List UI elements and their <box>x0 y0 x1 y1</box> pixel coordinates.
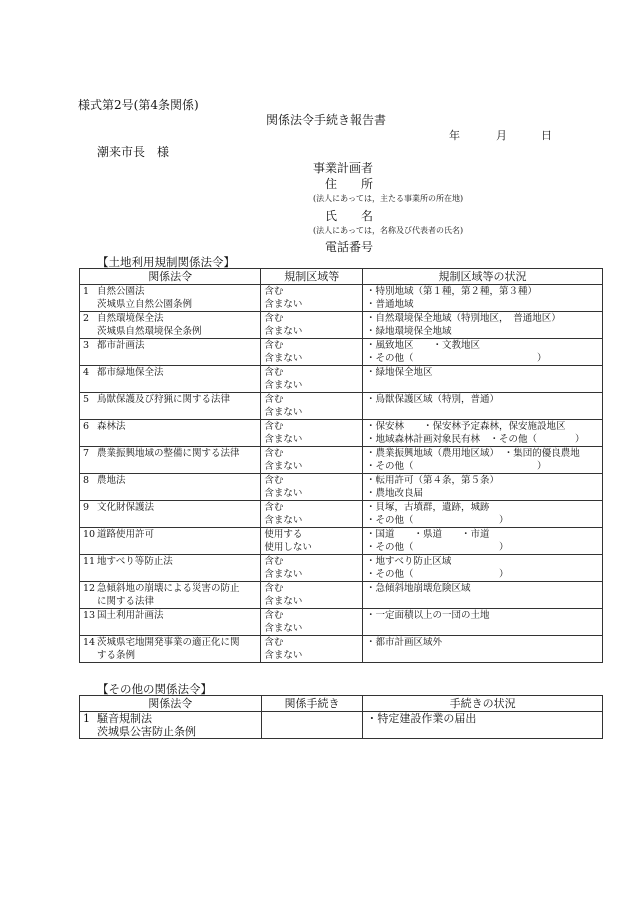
land-use-row <box>80 609 603 636</box>
area-cell <box>261 366 363 393</box>
area-option: 含む <box>264 394 284 405</box>
status-line <box>366 622 599 635</box>
row-number: 6 <box>83 421 90 432</box>
law-cell <box>80 312 261 339</box>
land-use-row <box>80 339 603 366</box>
status-line: ・貝塚，古墳群，遺跡，城跡 <box>366 502 490 513</box>
status-line: ・農業振興地域（農用地区域） ・集団的優良農地 <box>366 448 580 459</box>
land-use-row <box>80 528 603 555</box>
law-name: 道路使用許可 <box>97 529 155 540</box>
land-use-row <box>80 285 603 312</box>
status-line: ・一定面積以上の一団の土地 <box>366 610 490 621</box>
status-cell <box>363 501 603 528</box>
date-month: 月 <box>496 129 507 142</box>
status-cell <box>363 636 603 663</box>
status-cell <box>363 339 603 366</box>
area-option: 含む <box>264 286 284 297</box>
law-name: 騒音規制法 <box>97 712 152 725</box>
law-name: 茨城県宅地開発事業の適正化に関 <box>97 637 240 648</box>
area-cell <box>261 285 363 312</box>
area-option: 含む <box>264 313 284 324</box>
status-cell <box>363 312 603 339</box>
law-name: 森林法 <box>97 421 126 432</box>
area-option: 含む <box>264 340 284 351</box>
law-name-line2 <box>83 433 257 446</box>
law-cell <box>80 474 261 501</box>
law-name-line2: 茨城県立自然公園条例 <box>97 299 193 310</box>
land-use-row <box>80 582 603 609</box>
law-name-line2 <box>83 379 257 392</box>
area-option: 含まない <box>264 650 303 661</box>
status-cell <box>363 712 603 739</box>
area-option: 含む <box>264 367 284 378</box>
law-name: 国土利用計画法 <box>97 610 164 621</box>
area-option: 含まない <box>264 434 303 445</box>
law-name: 鳥獣保護及び狩猟に関する法律 <box>97 394 231 405</box>
area-option: 含まない <box>264 515 303 526</box>
col-status: 規制区域等の状況 <box>363 269 603 285</box>
law-name-line2: する条例 <box>97 650 136 661</box>
land-use-row <box>80 501 603 528</box>
land-use-row <box>80 366 603 393</box>
other-row <box>80 712 603 739</box>
area-option: 含む <box>264 583 284 594</box>
col-area: 規制区域等 <box>261 269 363 285</box>
row-number: 8 <box>83 475 90 486</box>
status-line <box>366 725 599 738</box>
law-cell <box>80 420 261 447</box>
law-name-line2 <box>83 460 257 473</box>
status-cell <box>363 447 603 474</box>
law-name-line2 <box>83 622 257 635</box>
row-number: 1 <box>83 286 90 297</box>
procedure-option <box>265 712 360 725</box>
date-day: 日 <box>541 129 552 142</box>
law-name: 急傾斜地の崩壊による災害の防止 <box>97 583 240 594</box>
row-number: 4 <box>83 367 90 378</box>
law-name-line2 <box>83 487 257 500</box>
row-number: 2 <box>83 313 90 324</box>
phone-label: 電話番号 <box>325 240 374 254</box>
row-number: 3 <box>83 340 90 351</box>
law-cell <box>80 366 261 393</box>
law-name-line2 <box>83 406 257 419</box>
procedure-option <box>265 725 360 738</box>
law-name: 農業振興地域の整備に関する法律 <box>97 448 240 459</box>
land-use-header-row <box>80 269 603 285</box>
status-cell <box>363 582 603 609</box>
status-line <box>366 649 599 662</box>
land-use-table <box>79 268 603 663</box>
law-cell <box>80 712 262 739</box>
area-option: 含まない <box>264 461 303 472</box>
law-name: 都市緑地保全法 <box>97 367 164 378</box>
row-number: 7 <box>83 448 90 459</box>
land-use-row <box>80 474 603 501</box>
law-name: 都市計画法 <box>97 340 145 351</box>
other-table <box>79 695 603 739</box>
status-line: ・自然環境保全地域（特別地区， 普通地区） <box>366 313 561 324</box>
row-number: 1 <box>83 712 90 725</box>
status-line: ・急傾斜地崩壊危険区域 <box>366 583 471 594</box>
law-cell <box>80 285 261 312</box>
area-option: 含まない <box>264 623 303 634</box>
area-cell <box>261 312 363 339</box>
area-cell <box>261 501 363 528</box>
law-cell <box>80 636 261 663</box>
row-number: 5 <box>83 394 90 405</box>
row-number: 10 <box>83 529 96 540</box>
status-cell <box>363 555 603 582</box>
status-line <box>366 379 599 392</box>
address-note: (法人にあっては，主たる事業所の所在地) <box>313 194 464 203</box>
area-option: 使用しない <box>264 542 312 553</box>
law-name-line2 <box>83 541 257 554</box>
law-name: 自然環境保全法 <box>97 313 164 324</box>
law-cell <box>80 447 261 474</box>
status-cell <box>363 393 603 420</box>
area-cell <box>261 339 363 366</box>
area-option: 含まない <box>264 326 303 337</box>
area-cell <box>261 555 363 582</box>
row-number: 12 <box>83 583 96 594</box>
law-name-line2 <box>83 514 257 527</box>
status-line: ・鳥獣保護区域（特別，普通） <box>366 394 500 405</box>
status-line: ・風致地区 ・文教地区 <box>366 340 481 351</box>
area-option: 含まない <box>264 380 303 391</box>
status-cell <box>363 420 603 447</box>
area-cell <box>261 393 363 420</box>
law-name-line2: に関する法律 <box>97 596 155 607</box>
area-option: 含む <box>264 610 284 621</box>
area-option: 含まない <box>264 569 303 580</box>
status-line: ・転用許可（第４条，第５条） <box>366 475 500 486</box>
status-line: ・緑地環境保全地域 <box>366 326 452 337</box>
area-option: 使用する <box>264 529 303 540</box>
law-name-line2: 茨城県公害防止条例 <box>97 725 196 738</box>
area-cell <box>261 447 363 474</box>
other-heading: 【その他の関係法令】 <box>97 682 212 696</box>
law-name: 農地法 <box>97 475 126 486</box>
document-title: 関係法令手続き報告書 <box>266 113 387 127</box>
area-option: 含まない <box>264 299 303 310</box>
planner-label: 事業計画者 <box>313 161 374 175</box>
status-line: ・その他（ ） <box>366 461 547 472</box>
area-cell <box>261 420 363 447</box>
other-header-row <box>80 696 603 712</box>
name-label: 氏 名 <box>325 209 374 223</box>
col-procedure: 関係手続き <box>261 696 363 712</box>
land-use-row <box>80 393 603 420</box>
area-option: 含まない <box>264 407 303 418</box>
area-cell <box>261 636 363 663</box>
land-use-row <box>80 555 603 582</box>
area-option: 含む <box>264 637 284 648</box>
status-cell <box>363 609 603 636</box>
land-use-row <box>80 312 603 339</box>
row-number: 13 <box>83 610 96 621</box>
status-cell <box>363 366 603 393</box>
status-line: ・保安林 ・保安林予定森林，保安施設地区 <box>366 421 566 432</box>
area-cell <box>261 528 363 555</box>
status-line: ・緑地保全地区 <box>366 367 433 378</box>
status-cell <box>363 285 603 312</box>
row-number: 9 <box>83 502 90 513</box>
law-cell <box>80 393 261 420</box>
procedure-cell <box>261 712 363 739</box>
area-option: 含まない <box>264 596 303 607</box>
form-number: 様式第2号(第4条関係) <box>78 98 199 112</box>
area-option: 含む <box>264 475 284 486</box>
status-line: ・その他（ ） <box>366 542 509 553</box>
status-line: ・その他（ ） <box>366 515 509 526</box>
col-law: 関係法令 <box>80 696 262 712</box>
addressee: 潮来市長 様 <box>97 145 170 159</box>
law-cell <box>80 528 261 555</box>
law-name: 地すべり等防止法 <box>97 556 173 567</box>
status-line <box>366 406 599 419</box>
status-line: ・地域森林計画対象民有林 ・その他（ ） <box>366 434 585 445</box>
address-label: 住 所 <box>325 177 374 191</box>
area-option: 含む <box>264 556 284 567</box>
area-cell <box>261 609 363 636</box>
status-line: ・普通地域 <box>366 299 414 310</box>
law-name: 文化財保護法 <box>97 502 155 513</box>
status-line: ・特別地域（第１種，第２種，第３種） <box>366 286 538 297</box>
status-cell <box>363 474 603 501</box>
status-line: ・その他（ ） <box>366 353 547 364</box>
law-name-line2 <box>83 352 257 365</box>
law-cell <box>80 582 261 609</box>
status-line: ・都市計画区域外 <box>366 637 443 648</box>
status-line: ・農地改良届 <box>366 488 424 499</box>
land-use-row <box>80 420 603 447</box>
law-name: 自然公園法 <box>97 286 145 297</box>
area-option: 含まない <box>264 488 303 499</box>
area-cell <box>261 582 363 609</box>
status-line: ・国道 ・県道 ・市道 <box>366 529 490 540</box>
area-option: 含む <box>264 448 284 459</box>
area-option: 含む <box>264 421 284 432</box>
law-name-line2: 茨城県自然環境保全条例 <box>97 326 202 337</box>
name-note: (法人にあっては，名称及び代表者の氏名) <box>313 226 464 235</box>
law-cell <box>80 609 261 636</box>
row-number: 11 <box>83 556 96 567</box>
area-option: 含む <box>264 502 284 513</box>
status-line <box>366 595 599 608</box>
land-use-row <box>80 447 603 474</box>
area-option: 含まない <box>264 353 303 364</box>
law-name-line2 <box>83 568 257 581</box>
date-year: 年 <box>449 129 460 142</box>
status-line: ・地すべり防止区域 <box>366 556 452 567</box>
col-status: 手続きの状況 <box>363 696 603 712</box>
law-cell <box>80 339 261 366</box>
area-cell <box>261 474 363 501</box>
land-use-heading: 【土地利用規制関係法令】 <box>97 255 235 269</box>
col-law: 関係法令 <box>80 269 261 285</box>
land-use-row <box>80 636 603 663</box>
row-number: 14 <box>83 637 96 648</box>
law-cell <box>80 501 261 528</box>
status-line: ・特定建設作業の届出 <box>366 712 477 725</box>
law-cell <box>80 555 261 582</box>
status-line: ・その他（ ） <box>366 569 509 580</box>
status-cell <box>363 528 603 555</box>
